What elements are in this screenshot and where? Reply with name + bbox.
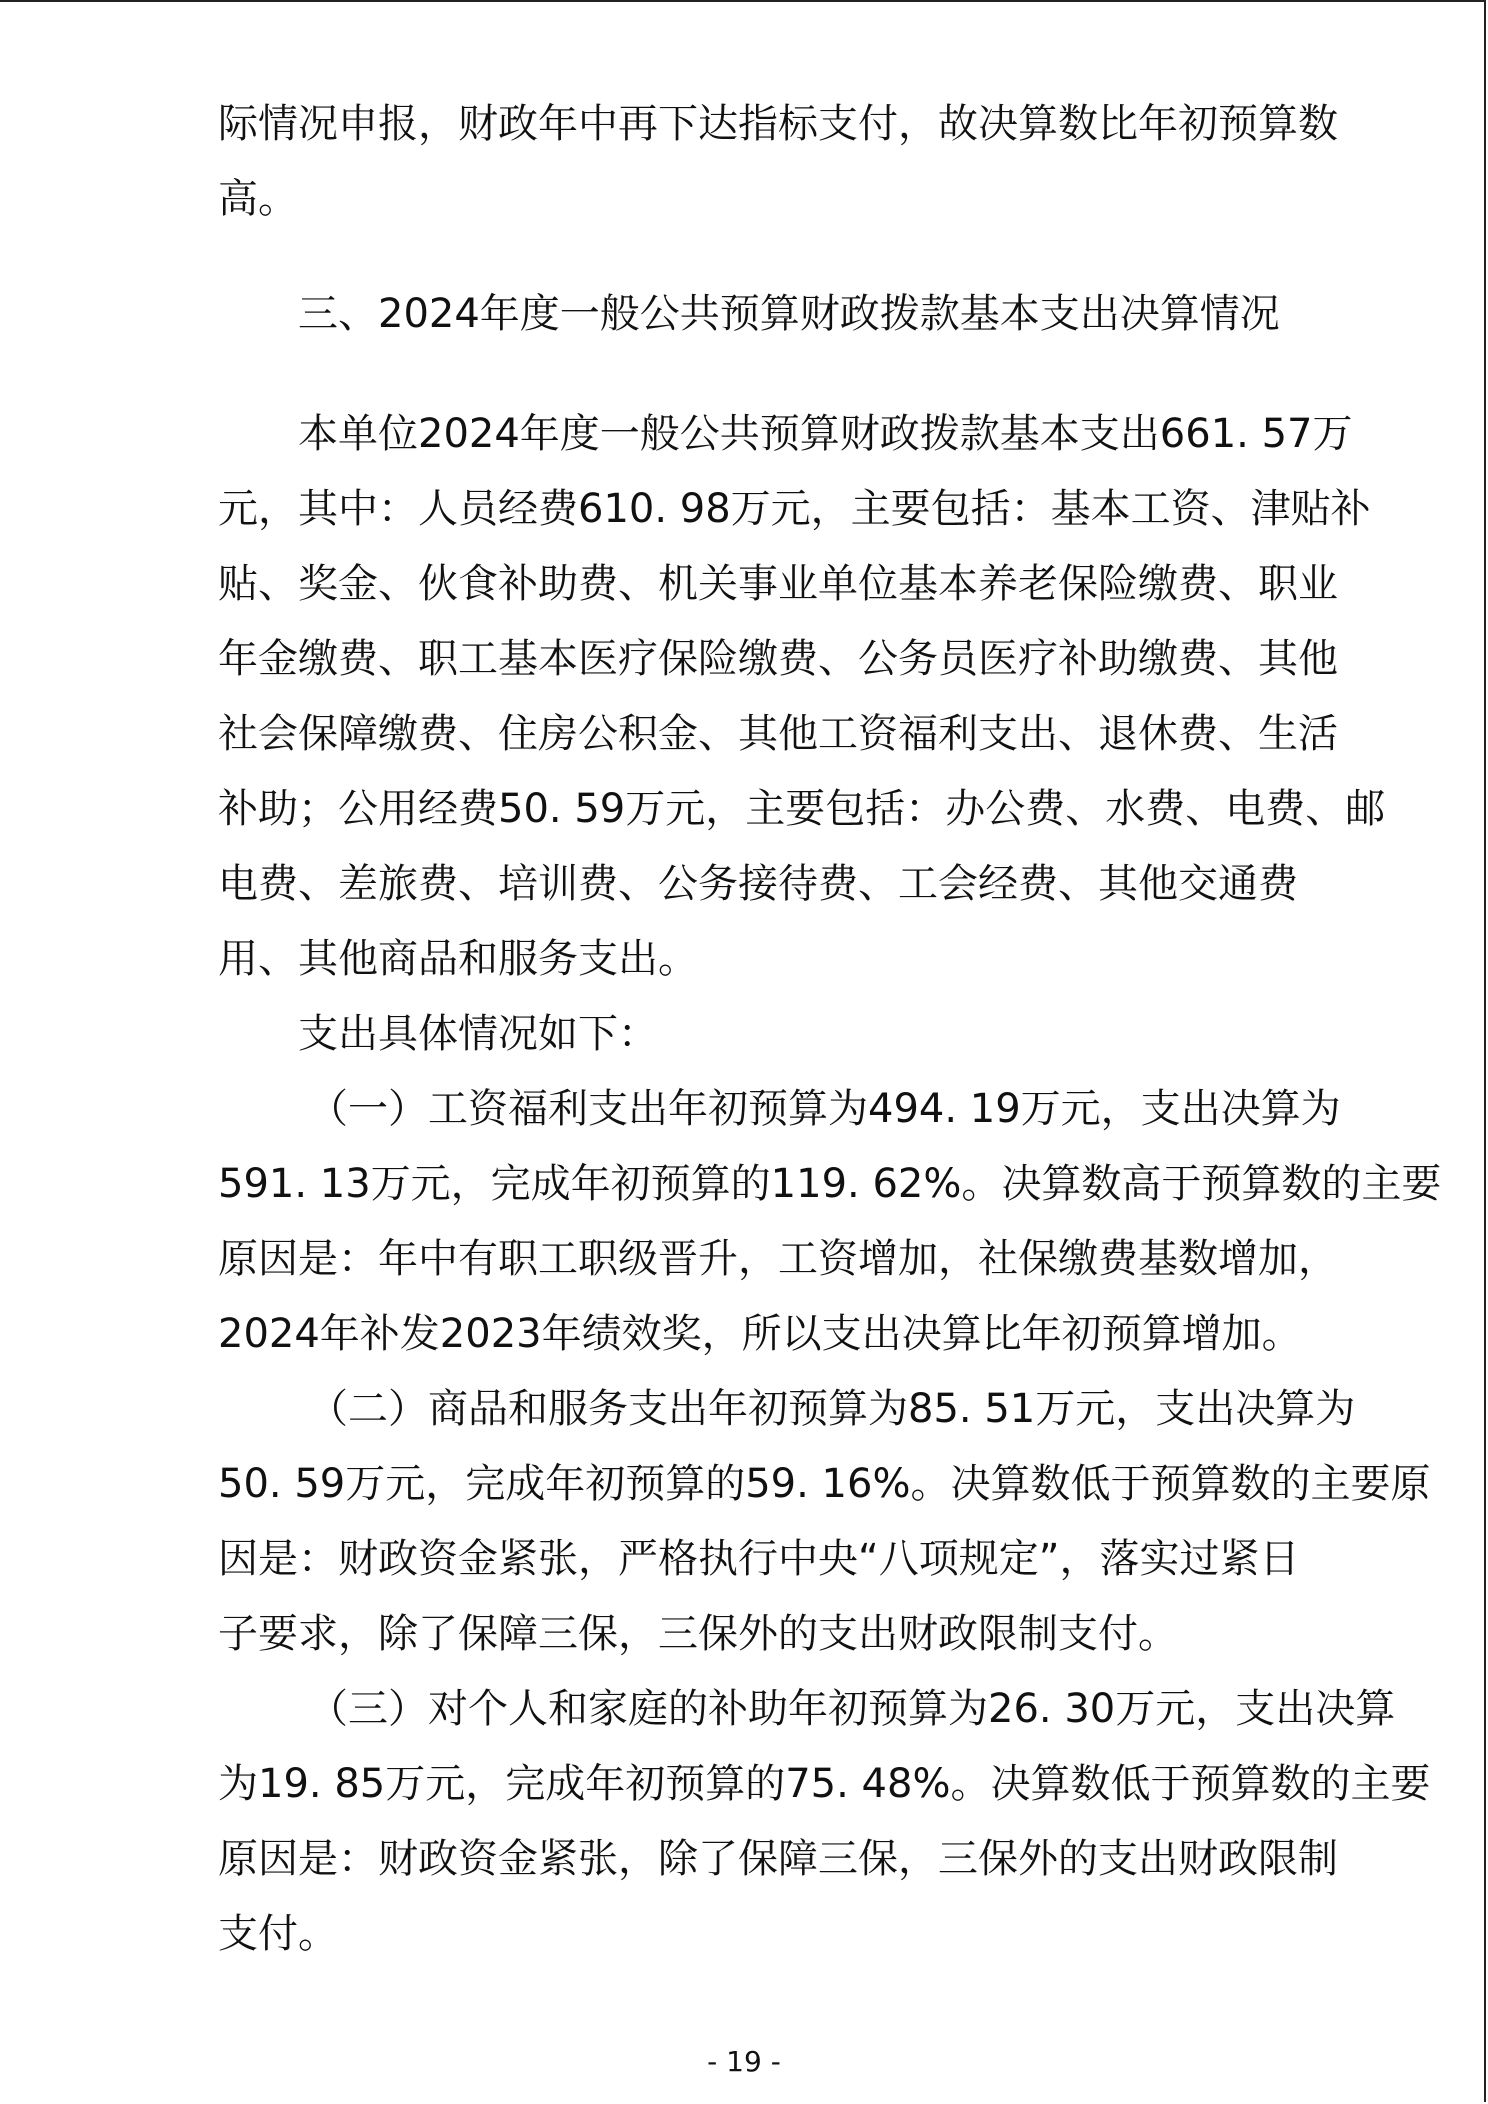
paragraph-line: 支出具体情况如下： (298, 1011, 658, 1057)
paragraph-line: （三）对个人和家庭的补助年初预算为26. 30万元，支出决算 (308, 1686, 1396, 1732)
paragraph-line: 本单位2024年度一般公共预算财政拨款基本支出661. 57万 (298, 411, 1353, 457)
paragraph-line: 用、其他商品和服务支出。 (218, 936, 698, 982)
paragraph-line: 贴、奖金、伙食补助费、机关事业单位基本养老保险缴费、职业 (218, 561, 1338, 607)
paragraph-line: 2024年补发2023年绩效奖，所以支出决算比年初预算增加。 (218, 1311, 1302, 1357)
paragraph-line: 补助；公用经费50. 59万元，主要包括：办公费、水费、电费、邮 (218, 786, 1386, 832)
paragraph-line: 因是：财政资金紧张，严格执行中央“八项规定”，落实过紧日 (218, 1536, 1300, 1582)
paragraph-line: 电费、差旅费、培训费、公务接待费、工会经费、其他交通费 (218, 861, 1298, 907)
paragraph-line: （二）商品和服务支出年初预算为85. 51万元，支出决算为 (308, 1386, 1356, 1432)
paragraph-line: 支付。 (218, 1911, 338, 1957)
paragraph-line: 原因是：财政资金紧张，除了保障三保，三保外的支出财政限制 (218, 1836, 1338, 1882)
paragraph-line: 年金缴费、职工基本医疗保险缴费、公务员医疗补助缴费、其他 (218, 636, 1338, 682)
paragraph-line: 原因是：年中有职工职级晋升，工资增加，社保缴费基数增加， (218, 1236, 1338, 1282)
paragraph-line: （一）工资福利支出年初预算为494. 19万元，支出决算为 (308, 1086, 1341, 1132)
paragraph-line: 为19. 85万元，完成年初预算的75. 48%。决算数低于预算数的主要 (218, 1761, 1431, 1807)
paragraph-line: 子要求，除了保障三保，三保外的支出财政限制支付。 (218, 1611, 1178, 1657)
paragraph-line: 高。 (218, 176, 298, 222)
paragraph-line: 50. 59万元，完成年初预算的59. 16%。决算数低于预算数的主要原 (218, 1461, 1431, 1507)
page-number: - 19 - (707, 2045, 781, 2078)
paragraph-line: 元，其中：人员经费610. 98万元，主要包括：基本工资、津贴补 (218, 486, 1371, 532)
paragraph-line: 际情况申报，财政年中再下达指标支付，故决算数比年初预算数 (218, 101, 1338, 147)
paragraph-line: 591. 13万元，完成年初预算的119. 62%。决算数高于预算数的主要 (218, 1161, 1442, 1207)
paragraph-line: 社会保障缴费、住房公积金、其他工资福利支出、退休费、生活 (218, 711, 1338, 757)
section-heading: 三、2024年度一般公共预算财政拨款基本支出决算情况 (298, 291, 1280, 337)
